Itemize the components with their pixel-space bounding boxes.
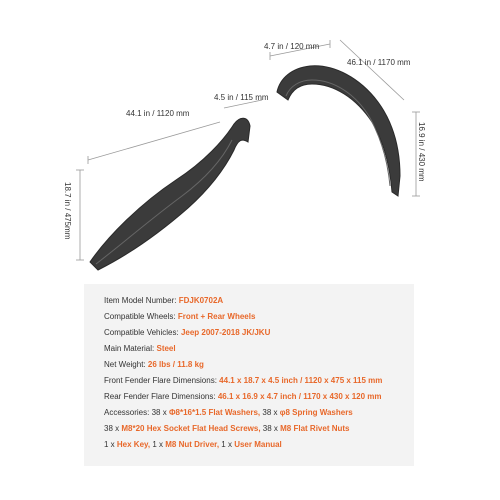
spec-panel bbox=[84, 284, 414, 466]
spec-wheels: Compatible Wheels: Front + Rear Wheels bbox=[104, 312, 256, 321]
spec-accessories-line-3: 1 x Hex Key, 1 x M8 Nut Driver, 1 x User Manual bbox=[104, 440, 282, 449]
spec-vehicles: Compatible Vehicles: Jeep 2007-2018 JK/JKU bbox=[104, 328, 271, 337]
spec-accessories-line-1: Accessories: 38 x Φ8*16*1.5 Flat Washers, 38 x φ8 Spring Washers bbox=[104, 408, 353, 417]
rear-length-label: 46.1 in / 1170 mm bbox=[347, 58, 411, 67]
rear-fender-flare bbox=[277, 66, 400, 196]
front-fender-flare bbox=[90, 118, 250, 270]
front-length-label: 44.1 in / 1120 mm bbox=[126, 109, 190, 118]
spec-weight: Net Weight: 26 lbs / 11.8 kg bbox=[104, 360, 204, 369]
front-width-label: 4.5 in / 115 mm bbox=[214, 93, 269, 102]
spec-front-dims: Front Fender Flare Dimensions: 44.1 x 18.7 x 4.5 inch / 1120 x 475 x 115 mm bbox=[104, 376, 383, 385]
front-height-label: 18.7 in / 475mm bbox=[63, 182, 72, 240]
rear-width-label: 4.7 in / 120 mm bbox=[264, 42, 320, 51]
spec-rear-dims: Rear Fender Flare Dimensions: 46.1 x 16.9 x 4.7 inch / 1170 x 430 x 120 mm bbox=[104, 392, 382, 401]
spec-model: Item Model Number: FDJK0702A bbox=[104, 296, 224, 305]
spec-material: Main Material: Steel bbox=[104, 344, 176, 353]
spec-accessories-line-2: 38 x M8*20 Hex Socket Flat Head Screws, 38 x M8 Flat Rivet Nuts bbox=[104, 424, 350, 433]
rear-height-label: 16.9 in / 430 mm bbox=[417, 122, 426, 182]
